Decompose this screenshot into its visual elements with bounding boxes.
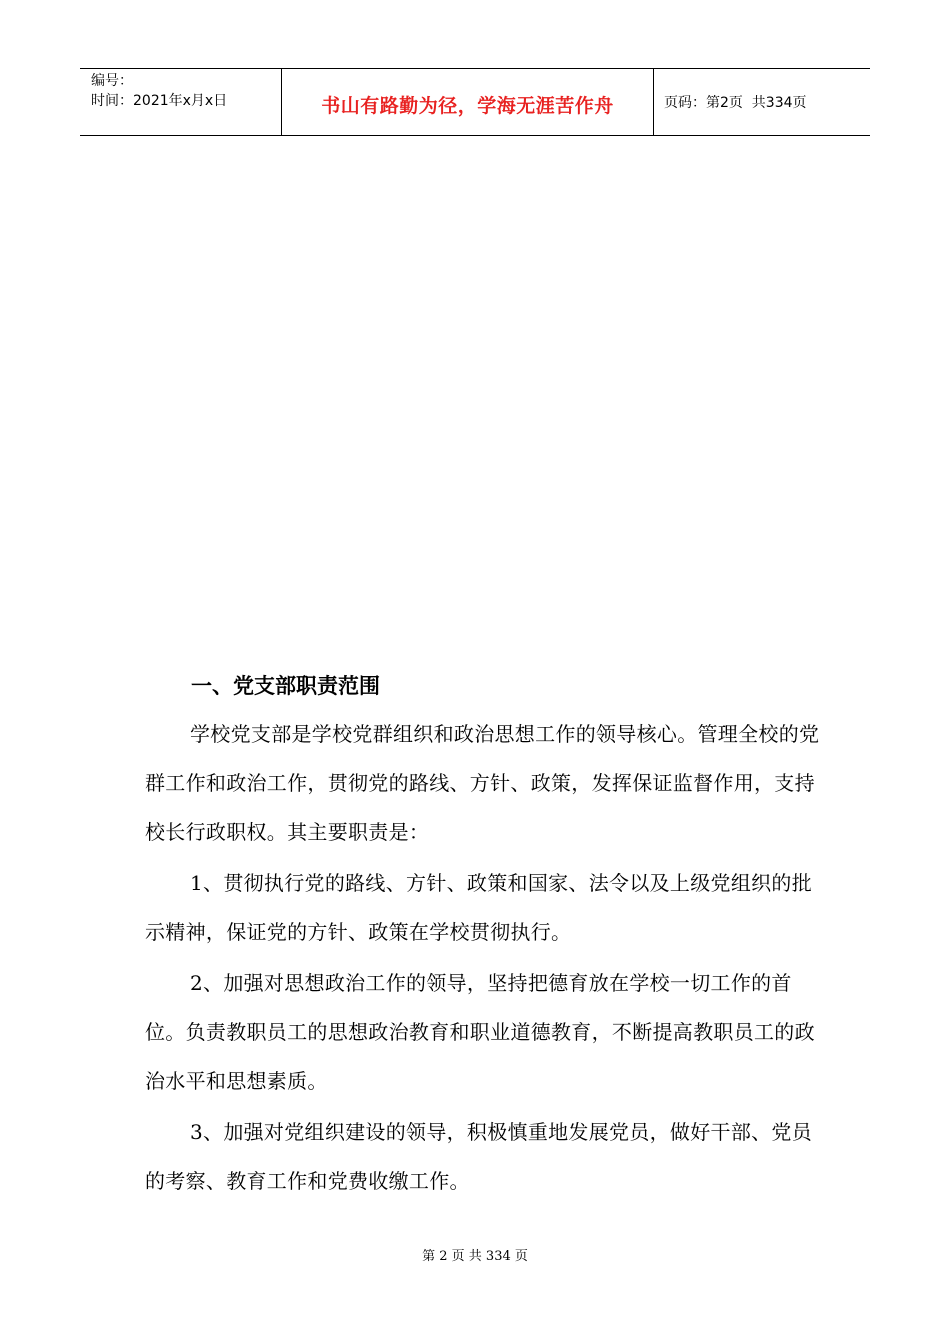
page-info: 页码：第2页 共334页 [664,95,807,111]
section-title: 一、党支部职责范围 [191,674,380,698]
document-body [145,662,825,1206]
paragraph-item-1: 1、贯彻执行党的路线、方针、政策和国家、法令以及上级党组织的批示精神，保证党的方针、政策在学校贯彻执行。 [145,871,813,944]
paragraph-item-3: 3、加强对党组织建设的领导，积极慎重地发展党员，做好干部、党员的考察、教育工作和党费收缴工作。 [145,1120,813,1193]
header-meta-cell [80,69,282,135]
header-page-cell [654,69,870,135]
footer-page-number: 第 2 页 共 334 页 [422,1249,528,1264]
date-label: 时间：2021年x月x日 [91,93,228,109]
number-label: 编号： [91,73,133,89]
motto-text: 书山有路勤为径，学海无涯苦作舟 [321,94,614,117]
header-motto-cell [282,69,654,135]
page-footer [0,1245,950,1264]
document-header [80,68,870,136]
paragraph-intro: 学校党支部是学校党群组织和政治思想工作的领导核心。管理全校的党群工作和政治工作，贯彻党的路线、方针、政策，发挥保证监督作用，支持校长行政职权。其主要职责是： [145,722,820,844]
paragraph-item-2: 2、加强对思想政治工作的领导，坚持把德育放在学校一切工作的首位。负责教职员工的思想政治教育和职业道德教育，不断提高教职员工的政治水平和思想素质。 [145,971,815,1093]
